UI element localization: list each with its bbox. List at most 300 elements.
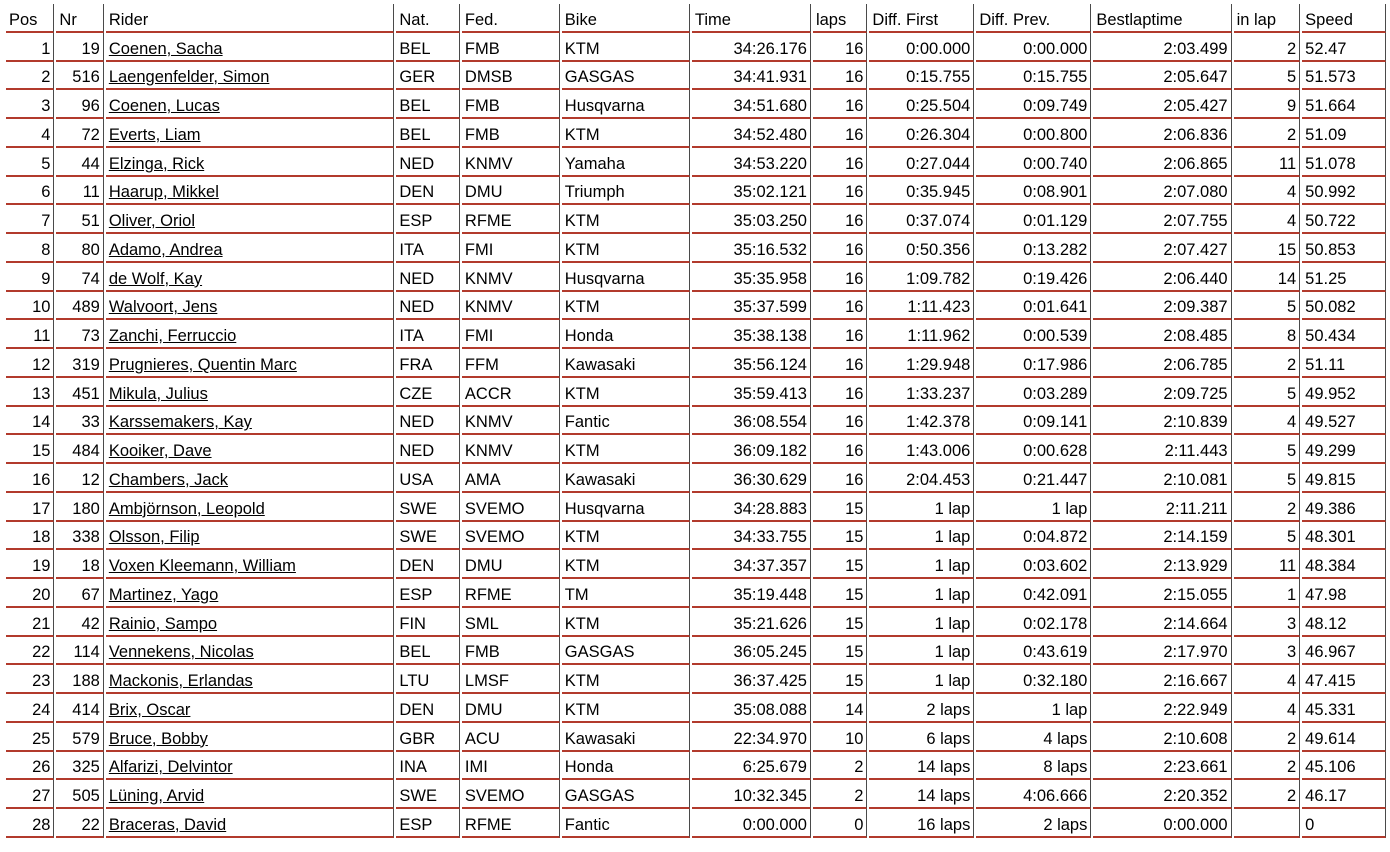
speed-cell: 49.614 xyxy=(1302,723,1386,752)
bestlaptime-cell: 2:03.499 xyxy=(1093,33,1231,62)
rider-link[interactable]: Prugnieres, Quentin Marc xyxy=(108,355,297,374)
rider-cell xyxy=(106,435,395,464)
rider-link[interactable]: Rainio, Sampo xyxy=(108,614,218,633)
laps-cell: 2 xyxy=(813,752,867,781)
speed-cell: 0 xyxy=(1302,809,1386,838)
in-lap-cell: 1 xyxy=(1234,579,1301,608)
in-lap-cell: 4 xyxy=(1234,665,1301,694)
laps-cell: 2 xyxy=(813,780,867,809)
header-laps: laps xyxy=(813,4,867,33)
nat-cell: NED xyxy=(396,263,460,292)
time-cell: 34:37.357 xyxy=(692,550,811,579)
table-row xyxy=(6,119,1386,148)
nr-cell: 505 xyxy=(56,780,103,809)
fed-cell: RFME xyxy=(462,579,560,608)
time-cell: 35:35.958 xyxy=(692,263,811,292)
pos-cell: 15 xyxy=(6,435,54,464)
diff-prev-cell: 0:00.628 xyxy=(976,435,1091,464)
diff-first-cell: 1:42.378 xyxy=(869,407,974,436)
laps-cell: 16 xyxy=(813,349,867,378)
nr-cell: 18 xyxy=(56,550,103,579)
diff-first-cell: 1:33.237 xyxy=(869,378,974,407)
in-lap-cell: 15 xyxy=(1234,234,1301,263)
rider-link[interactable]: Ambjörnson, Leopold xyxy=(108,499,265,518)
laps-cell: 16 xyxy=(813,464,867,493)
nat-cell: DEN xyxy=(396,177,460,206)
table-row xyxy=(6,320,1386,349)
laps-cell: 16 xyxy=(813,263,867,292)
in-lap-cell: 8 xyxy=(1234,320,1301,349)
laps-cell: 16 xyxy=(813,234,867,263)
rider-link[interactable]: Everts, Liam xyxy=(108,125,201,144)
nat-cell: SWE xyxy=(396,493,460,522)
diff-first-cell: 2:04.453 xyxy=(869,464,974,493)
rider-link[interactable]: Braceras, David xyxy=(108,815,227,834)
diff-prev-cell: 0:21.447 xyxy=(976,464,1091,493)
fed-cell: KNMV xyxy=(462,407,560,436)
diff-first-cell: 2 laps xyxy=(869,694,974,723)
fed-cell: KNMV xyxy=(462,292,560,321)
in-lap-cell: 2 xyxy=(1234,780,1301,809)
header-nr: Nr xyxy=(56,4,103,33)
bestlaptime-cell: 2:17.970 xyxy=(1093,637,1231,666)
diff-prev-cell: 4:06.666 xyxy=(976,780,1091,809)
diff-prev-cell: 0:08.901 xyxy=(976,177,1091,206)
in-lap-cell: 2 xyxy=(1234,33,1301,62)
rider-link[interactable]: Kooiker, Dave xyxy=(108,442,212,460)
rider-cell xyxy=(106,407,395,436)
nr-cell: 516 xyxy=(56,62,103,91)
rider-cell xyxy=(106,378,395,407)
bestlaptime-cell: 2:08.485 xyxy=(1093,320,1231,349)
nat-cell: FRA xyxy=(396,349,460,378)
pos-cell: 17 xyxy=(6,493,54,522)
bestlaptime-cell: 2:11.443 xyxy=(1093,435,1231,464)
diff-prev-cell: 0:19.426 xyxy=(976,263,1091,292)
bestlaptime-cell: 2:06.836 xyxy=(1093,119,1231,148)
pos-cell: 19 xyxy=(6,550,54,579)
rider-cell xyxy=(106,33,395,62)
speed-cell: 52.47 xyxy=(1302,33,1386,62)
diff-first-cell: 1 lap xyxy=(869,608,974,637)
speed-cell: 47.98 xyxy=(1302,579,1386,608)
header-pos: Pos xyxy=(6,4,54,33)
fed-cell: AMA xyxy=(462,464,560,493)
speed-cell: 51.25 xyxy=(1302,263,1386,292)
diff-prev-cell: 0:43.619 xyxy=(976,637,1091,666)
bestlaptime-cell: 0:00.000 xyxy=(1093,809,1231,838)
rider-link[interactable]: Karssemakers, Kay xyxy=(108,413,252,432)
laps-cell: 15 xyxy=(813,608,867,637)
table-row xyxy=(6,263,1386,292)
pos-cell: 5 xyxy=(6,148,54,177)
rider-cell xyxy=(106,292,395,321)
table-row xyxy=(6,752,1386,781)
fed-cell: KNMV xyxy=(462,148,560,177)
bike-cell: KTM xyxy=(562,378,690,407)
time-cell: 34:51.680 xyxy=(692,90,811,119)
rider-cell xyxy=(106,320,395,349)
laps-cell: 16 xyxy=(813,33,867,62)
nat-cell: BEL xyxy=(396,637,460,666)
diff-first-cell: 1:09.782 xyxy=(869,263,974,292)
in-lap-cell: 4 xyxy=(1234,694,1301,723)
rider-link[interactable]: Chambers, Jack xyxy=(108,470,229,489)
bike-cell: Honda xyxy=(562,752,690,781)
table-row xyxy=(6,723,1386,752)
bestlaptime-cell: 2:16.667 xyxy=(1093,665,1231,694)
laps-cell: 16 xyxy=(813,148,867,177)
pos-cell: 25 xyxy=(6,723,54,752)
bike-cell: Kawasaki xyxy=(562,349,690,378)
bestlaptime-cell: 2:10.081 xyxy=(1093,464,1231,493)
time-cell: 34:28.883 xyxy=(692,493,811,522)
nat-cell: LTU xyxy=(396,665,460,694)
bike-cell: GASGAS xyxy=(562,780,690,809)
laps-cell: 15 xyxy=(813,550,867,579)
nr-cell: 80 xyxy=(56,234,103,263)
diff-first-cell: 1:11.423 xyxy=(869,292,974,321)
fed-cell: SVEMO xyxy=(462,493,560,522)
nat-cell: ITA xyxy=(396,234,460,263)
table-row xyxy=(6,292,1386,321)
fed-cell: ACU xyxy=(462,723,560,752)
rider-link[interactable]: Mackonis, Erlandas xyxy=(108,672,253,690)
nat-cell: USA xyxy=(396,464,460,493)
table-row xyxy=(6,493,1386,522)
rider-cell xyxy=(106,464,395,493)
rider-link[interactable]: Laengenfelder, Simon xyxy=(108,68,270,87)
table-row xyxy=(6,234,1386,263)
bike-cell: Kawasaki xyxy=(562,464,690,493)
nr-cell: 484 xyxy=(56,435,103,464)
laps-cell: 16 xyxy=(813,119,867,148)
time-cell: 35:59.413 xyxy=(692,378,811,407)
laps-cell: 15 xyxy=(813,579,867,608)
rider-link[interactable]: Oliver, Oriol xyxy=(108,212,196,230)
diff-first-cell: 1 lap xyxy=(869,579,974,608)
fed-cell: FMB xyxy=(462,33,560,62)
laps-cell: 0 xyxy=(813,809,867,838)
header-nat: Nat. xyxy=(396,4,460,33)
diff-prev-cell: 0:00.800 xyxy=(976,119,1091,148)
bestlaptime-cell: 2:09.387 xyxy=(1093,292,1231,321)
fed-cell: RFME xyxy=(462,809,560,838)
fed-cell: FMB xyxy=(462,637,560,666)
in-lap-cell: 2 xyxy=(1234,349,1301,378)
rider-link[interactable]: Bruce, Bobby xyxy=(108,729,208,748)
bestlaptime-cell: 2:05.427 xyxy=(1093,90,1231,119)
table-row xyxy=(6,62,1386,91)
diff-first-cell: 14 laps xyxy=(869,752,974,781)
fed-cell: SVEMO xyxy=(462,522,560,551)
nat-cell: NED xyxy=(396,435,460,464)
time-cell: 34:53.220 xyxy=(692,148,811,177)
fed-cell: KNMV xyxy=(462,263,560,292)
fed-cell: DMU xyxy=(462,694,560,723)
bestlaptime-cell: 2:07.427 xyxy=(1093,234,1231,263)
bike-cell: TM xyxy=(562,579,690,608)
rider-link[interactable]: Haarup, Mikkel xyxy=(108,183,219,202)
diff-prev-cell: 1 lap xyxy=(976,493,1091,522)
bestlaptime-cell: 2:07.755 xyxy=(1093,205,1231,234)
rider-link[interactable]: Walvoort, Jens xyxy=(108,298,218,317)
diff-prev-cell: 0:13.282 xyxy=(976,234,1091,263)
bike-cell: KTM xyxy=(562,119,690,148)
bike-cell: KTM xyxy=(562,33,690,62)
bestlaptime-cell: 2:15.055 xyxy=(1093,579,1231,608)
table-row xyxy=(6,780,1386,809)
laps-cell: 15 xyxy=(813,665,867,694)
nat-cell: SWE xyxy=(396,780,460,809)
fed-cell: FMI xyxy=(462,234,560,263)
bike-cell: KTM xyxy=(562,608,690,637)
rider-link[interactable]: Vennekens, Nicolas xyxy=(108,643,254,662)
diff-first-cell: 0:26.304 xyxy=(869,119,974,148)
diff-prev-cell: 4 laps xyxy=(976,723,1091,752)
pos-cell: 21 xyxy=(6,608,54,637)
rider-link[interactable]: Adamo, Andrea xyxy=(108,240,223,259)
speed-cell: 51.09 xyxy=(1302,119,1386,148)
diff-prev-cell: 0:01.641 xyxy=(976,292,1091,321)
bike-cell: GASGAS xyxy=(562,62,690,91)
diff-prev-cell: 0:00.740 xyxy=(976,148,1091,177)
pos-cell: 28 xyxy=(6,809,54,838)
diff-first-cell: 0:37.074 xyxy=(869,205,974,234)
nr-cell: 96 xyxy=(56,90,103,119)
nr-cell: 12 xyxy=(56,464,103,493)
rider-cell xyxy=(106,205,395,234)
bike-cell: KTM xyxy=(562,665,690,694)
diff-prev-cell: 0:09.141 xyxy=(976,407,1091,436)
nr-cell: 325 xyxy=(56,752,103,781)
laps-cell: 16 xyxy=(813,205,867,234)
time-cell: 35:02.121 xyxy=(692,177,811,206)
table-row xyxy=(6,435,1386,464)
time-cell: 34:33.755 xyxy=(692,522,811,551)
laps-cell: 14 xyxy=(813,694,867,723)
bike-cell: KTM xyxy=(562,694,690,723)
laps-cell: 16 xyxy=(813,378,867,407)
rider-link[interactable]: Elzinga, Rick xyxy=(108,154,205,173)
table-row xyxy=(6,177,1386,206)
laps-cell: 16 xyxy=(813,435,867,464)
table-row xyxy=(6,665,1386,694)
nr-cell: 67 xyxy=(56,579,103,608)
fed-cell: KNMV xyxy=(462,435,560,464)
fed-cell: FMI xyxy=(462,320,560,349)
speed-cell: 45.331 xyxy=(1302,694,1386,723)
nr-cell: 42 xyxy=(56,608,103,637)
bestlaptime-cell: 2:20.352 xyxy=(1093,780,1231,809)
time-cell: 36:30.629 xyxy=(692,464,811,493)
rider-link[interactable]: Coenen, Sacha xyxy=(108,39,223,58)
table-row xyxy=(6,349,1386,378)
in-lap-cell: 2 xyxy=(1234,493,1301,522)
speed-cell: 47.415 xyxy=(1302,665,1386,694)
in-lap-cell: 3 xyxy=(1234,637,1301,666)
nr-cell: 73 xyxy=(56,320,103,349)
in-lap-cell: 2 xyxy=(1234,723,1301,752)
rider-link[interactable]: Alfarizi, Delvintor xyxy=(108,758,233,777)
rider-link[interactable]: Coenen, Lucas xyxy=(108,97,220,115)
time-cell: 35:37.599 xyxy=(692,292,811,321)
diff-first-cell: 1 lap xyxy=(869,550,974,579)
table-row xyxy=(6,637,1386,666)
bike-cell: GASGAS xyxy=(562,637,690,666)
speed-cell: 51.11 xyxy=(1302,349,1386,378)
pos-cell: 27 xyxy=(6,780,54,809)
rider-cell xyxy=(106,177,395,206)
bike-cell: Triumph xyxy=(562,177,690,206)
nat-cell: BEL xyxy=(396,33,460,62)
laps-cell: 16 xyxy=(813,292,867,321)
in-lap-cell: 9 xyxy=(1234,90,1301,119)
pos-cell: 12 xyxy=(6,349,54,378)
rider-cell xyxy=(106,694,395,723)
rider-link[interactable]: Voxen Kleemann, William xyxy=(108,557,296,575)
rider-cell xyxy=(106,62,395,91)
nat-cell: CZE xyxy=(396,378,460,407)
in-lap-cell: 5 xyxy=(1234,378,1301,407)
in-lap-cell: 5 xyxy=(1234,464,1301,493)
time-cell: 36:09.182 xyxy=(692,435,811,464)
bike-cell: Husqvarna xyxy=(562,493,690,522)
in-lap-cell: 5 xyxy=(1234,435,1301,464)
time-cell: 36:37.425 xyxy=(692,665,811,694)
rider-link[interactable]: Martinez, Yago xyxy=(108,585,219,604)
nat-cell: GBR xyxy=(396,723,460,752)
laps-cell: 16 xyxy=(813,90,867,119)
fed-cell: ACCR xyxy=(462,378,560,407)
time-cell: 35:21.626 xyxy=(692,608,811,637)
diff-prev-cell: 0:32.180 xyxy=(976,665,1091,694)
pos-cell: 6 xyxy=(6,177,54,206)
pos-cell: 7 xyxy=(6,205,54,234)
in-lap-cell: 11 xyxy=(1234,550,1301,579)
rider-cell xyxy=(106,493,395,522)
table-row xyxy=(6,205,1386,234)
diff-first-cell: 0:25.504 xyxy=(869,90,974,119)
laps-cell: 15 xyxy=(813,522,867,551)
nr-cell: 114 xyxy=(56,637,103,666)
diff-first-cell: 1 lap xyxy=(869,522,974,551)
pos-cell: 4 xyxy=(6,119,54,148)
fed-cell: DMU xyxy=(462,550,560,579)
diff-prev-cell: 0:03.602 xyxy=(976,550,1091,579)
diff-first-cell: 0:00.000 xyxy=(869,33,974,62)
nat-cell: INA xyxy=(396,752,460,781)
nr-cell: 319 xyxy=(56,349,103,378)
pos-cell: 23 xyxy=(6,665,54,694)
nat-cell: NED xyxy=(396,407,460,436)
rider-link[interactable]: Zanchi, Ferruccio xyxy=(108,327,237,345)
fed-cell: FFM xyxy=(462,349,560,378)
fed-cell: SML xyxy=(462,608,560,637)
bestlaptime-cell: 2:07.080 xyxy=(1093,177,1231,206)
in-lap-cell: 11 xyxy=(1234,148,1301,177)
nr-cell: 72 xyxy=(56,119,103,148)
bestlaptime-cell: 2:11.211 xyxy=(1093,493,1231,522)
pos-cell: 14 xyxy=(6,407,54,436)
bestlaptime-cell: 2:06.785 xyxy=(1093,349,1231,378)
rider-cell xyxy=(106,522,395,551)
diff-prev-cell: 0:17.986 xyxy=(976,349,1091,378)
speed-cell: 45.106 xyxy=(1302,752,1386,781)
pos-cell: 8 xyxy=(6,234,54,263)
nat-cell: BEL xyxy=(396,119,460,148)
bestlaptime-cell: 2:22.949 xyxy=(1093,694,1231,723)
nr-cell: 44 xyxy=(56,148,103,177)
pos-cell: 16 xyxy=(6,464,54,493)
table-row xyxy=(6,464,1386,493)
rider-link[interactable]: Mikula, Julius xyxy=(108,384,208,403)
diff-first-cell: 1 lap xyxy=(869,637,974,666)
time-cell: 35:08.088 xyxy=(692,694,811,723)
in-lap-cell: 5 xyxy=(1234,62,1301,91)
speed-cell: 51.573 xyxy=(1302,62,1386,91)
header-in-lap: in lap xyxy=(1234,4,1301,33)
nat-cell: NED xyxy=(396,148,460,177)
nr-cell: 74 xyxy=(56,263,103,292)
speed-cell: 49.386 xyxy=(1302,493,1386,522)
diff-prev-cell: 0:02.178 xyxy=(976,608,1091,637)
nr-cell: 579 xyxy=(56,723,103,752)
diff-first-cell: 6 laps xyxy=(869,723,974,752)
bestlaptime-cell: 2:10.608 xyxy=(1093,723,1231,752)
bike-cell: KTM xyxy=(562,435,690,464)
rider-cell xyxy=(106,119,395,148)
nr-cell: 188 xyxy=(56,665,103,694)
diff-prev-cell: 0:04.872 xyxy=(976,522,1091,551)
time-cell: 36:05.245 xyxy=(692,637,811,666)
in-lap-cell: 5 xyxy=(1234,522,1301,551)
pos-cell: 24 xyxy=(6,694,54,723)
table-row xyxy=(6,33,1386,62)
rider-cell xyxy=(106,263,395,292)
time-cell: 34:41.931 xyxy=(692,62,811,91)
bestlaptime-cell: 2:06.440 xyxy=(1093,263,1231,292)
diff-prev-cell: 8 laps xyxy=(976,752,1091,781)
rider-link[interactable]: Olsson, Filip xyxy=(108,528,200,547)
nr-cell: 51 xyxy=(56,205,103,234)
fed-cell: DMU xyxy=(462,177,560,206)
header-bike: Bike xyxy=(562,4,690,33)
in-lap-cell: 4 xyxy=(1234,407,1301,436)
fed-cell: FMB xyxy=(462,90,560,119)
rider-link[interactable]: Lüning, Arvid xyxy=(108,787,205,805)
header-diff-first: Diff. First xyxy=(869,4,974,33)
nr-cell: 19 xyxy=(56,33,103,62)
bike-cell: Fantic xyxy=(562,809,690,838)
speed-cell: 49.527 xyxy=(1302,407,1386,436)
speed-cell: 46.967 xyxy=(1302,637,1386,666)
rider-link[interactable]: de Wolf, Kay xyxy=(108,269,203,288)
table-row xyxy=(6,694,1386,723)
speed-cell: 50.722 xyxy=(1302,205,1386,234)
time-cell: 35:19.448 xyxy=(692,579,811,608)
rider-cell xyxy=(106,637,395,666)
bike-cell: KTM xyxy=(562,522,690,551)
nr-cell: 180 xyxy=(56,493,103,522)
bestlaptime-cell: 2:10.839 xyxy=(1093,407,1231,436)
rider-cell xyxy=(106,90,395,119)
diff-first-cell: 0:50.356 xyxy=(869,234,974,263)
diff-prev-cell: 2 laps xyxy=(976,809,1091,838)
rider-link[interactable]: Brix, Oscar xyxy=(108,700,191,719)
pos-cell: 13 xyxy=(6,378,54,407)
rider-cell xyxy=(106,579,395,608)
